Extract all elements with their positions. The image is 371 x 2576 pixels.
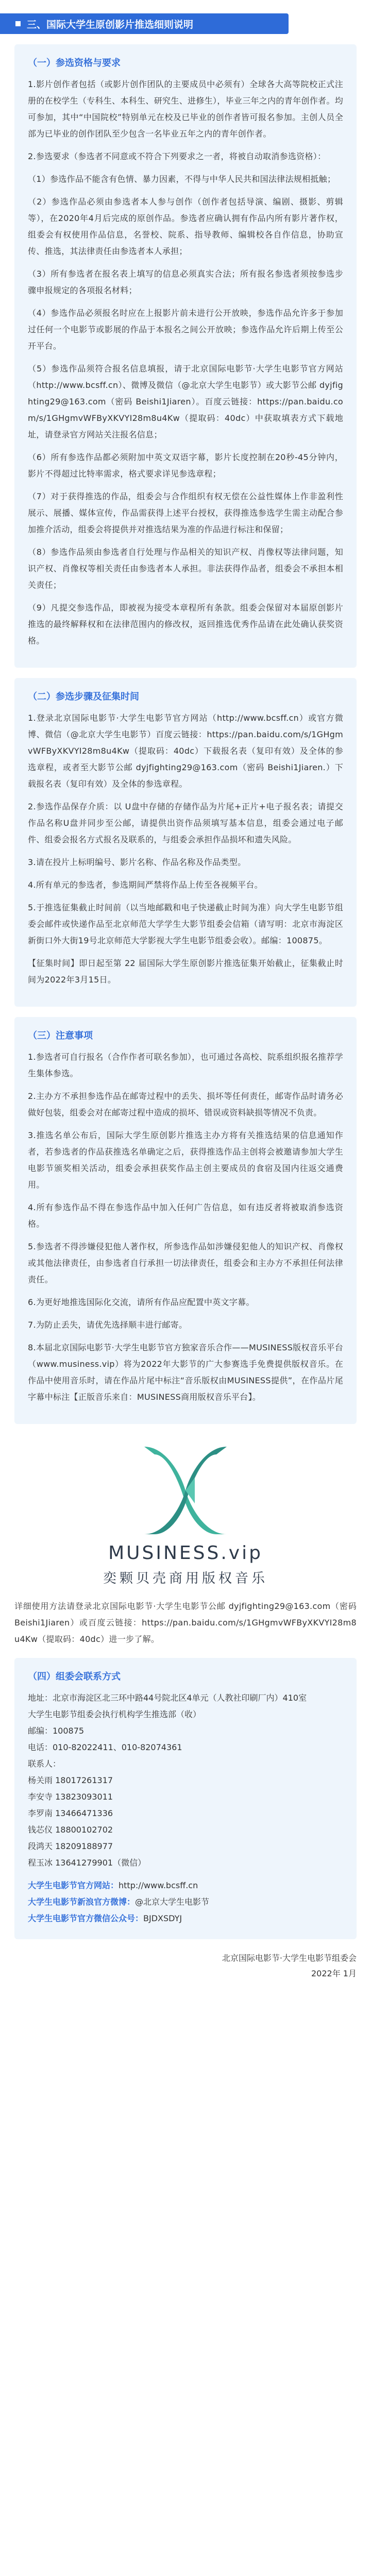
paragraph: 2.参选要求（参选者不同意或不符合下列要求之一者，将被自动取消参选资格）： xyxy=(28,151,326,161)
paragraph: 8.本届北京国际电影节·大学生电影节官方独家音乐合作——MUSINESS版权音乐平台（www.musiness.vip）将为2022年大影节的广大参赛选手免费提供版权音乐。在作品中使用音乐时，请在作品片尾中标注“音乐版权由MUSINESS提供”，在作品片尾字幕中标注【正版音乐来自：MUSINESS商用版权音乐平台】。 xyxy=(28,1343,343,1402)
site-value-link[interactable]: http://www.bcsff.cn xyxy=(119,1880,198,1890)
contact-line: 地址：北京市海淀区北三环中路44号院北区4单元（人教社印刷厂内）410室 xyxy=(28,1693,307,1703)
paragraph: （5）参选作品须符合报名信息填报，请于北京国际电影节·大学生电影节官方网站（http://www.bcsff.cn）、微博及微信（@北京大学生电影节）或大影节公邮 dyjfighting29@163.com（密码 Beishi1Jiaren）。百度云链接：https://pan.baidu.com/s/1GHgmvWFByXKVYI28m8u4Kw（提取码：40dc）中获取填表方式下载地址，请登录官方网站关注报名信息； xyxy=(28,364,343,439)
paragraph: 4.所有单元的参选者，参选期间严禁将作品上传至各视频平台。 xyxy=(28,880,263,890)
site-label: 大学生电影节官方网站： xyxy=(28,1880,119,1890)
paragraph: 1.影片创作者包括（或影片创作团队的主要成员中必须有）全球各大高等院校正式注册的在校学生（专科生、本科生、研究生、进修生），毕业三年之内的青年创作者。均可参加，其中“中国院校”特别单元在校及已毕业的创作者皆可报名参加。主创人员全部为已毕业的创作团队至少包含一名毕业五年之内的青年创作者。 xyxy=(28,79,343,139)
contact-line: 李罗南 13466471336 xyxy=(28,1808,113,1818)
paragraph: 5.参选者不得涉嫌侵犯他人著作权，所参选作品如涉嫌侵犯他人的知识产权、肖像权或其他法律责任，由参选者自行承担一切法律责任，组委会和主办方不承担任何法律责任。 xyxy=(28,1242,343,1284)
contact-line: 段鸿天 18209188977 xyxy=(28,1841,113,1851)
contact-line: 电话：010-82022411、010-82074361 xyxy=(28,1742,182,1752)
paragraph: 详细使用方法请登录北京国际电影节·大学生电影节公邮 dyjfighting29@163.com（密码 Beishi1Jiaren）或百度云链接：https://pan.baidu.com/s/1GHgmvWFByXKVYI28m8u4Kw（提取码：40dc）进一步了解。 xyxy=(14,1601,357,1644)
paragraph: （3）所有参选者在报名表上填写的信息必须真实合法；所有报名参选者须按参选步骤申报规定的各项报名材料； xyxy=(28,269,343,295)
footer-date: 2022年 1月 xyxy=(311,1969,357,1978)
paragraph: 7.为防止丢失，请优先选择顺丰进行邮寄。 xyxy=(28,1320,188,1330)
paragraph: 4.所有参选作品不得在参选作品中加入任何广告信息，如有违反者将被取消参选资格。 xyxy=(28,1202,343,1229)
collection-time: 【征集时间】即日起至第 22 届国际大学生原创影片推选征集开始截止，征集截止时间为2022年3月15日。 xyxy=(28,958,343,985)
paragraph: （6）所有参选作品都必须附加中英文双语字幕，影片长度控制在20秒-45分钟内，影片不得超过比特率需求，格式要求详见参选章程； xyxy=(28,452,343,479)
logo-brand-text: MUSINESS.vip xyxy=(108,1543,263,1564)
section-title: （四）组委会联系方式 xyxy=(28,1671,121,1682)
contact-line: 邮编：100875 xyxy=(28,1726,85,1736)
paragraph: 6.为更好地推选国际化交流，请所有作品应配置中英文字幕。 xyxy=(28,1297,255,1307)
contact-line: 杨关雨 18017261317 xyxy=(28,1775,113,1785)
paragraph: （4）参选作品必须报名时应在上报影片前未进行公开放映，参选作品允许多于参加过任何一个电影节或影展的作品于本报名之间公开放映；参选作品允许后期上传至公开平台。 xyxy=(28,308,343,351)
official-weibo xyxy=(28,1894,343,1910)
official-wechat xyxy=(28,1910,343,1927)
paragraph: （8）参选作品须由参选者自行处理与作品相关的知识产权、肖像权等法律问题，知识产权、肖像权等相关责任由参选者本人承担。非法获得作品者，组委会不承担本相关责任； xyxy=(28,547,343,590)
contact-line: 李安寺 13823093011 xyxy=(28,1792,113,1802)
paragraph: 2.参选作品保存介质：以 U盘中存储的存储作品为片尾+正片+电子报名表；请提交作品名称U盘并同步至公邮，请提供出资作品须填写基本信息，组委会通过电子邮件、组委会报名方式报名及联系的，与组委会承担作品损坏和遗失风险。 xyxy=(28,802,343,844)
paragraph: （7）对于获得推选的作品，组委会与合作组织有权无偿在公益性媒体上作非盈利性展示、展播、媒体宣传，作品需获得上述平台授权，获得推选参选学生需主动配合参加推介活动，组委会将提供并对推选结果为准的作品进行标注和保留； xyxy=(28,492,343,534)
site-label: 大学生电影节新浪官方微博： xyxy=(28,1897,136,1907)
section-notes xyxy=(14,1017,357,1424)
section-steps xyxy=(14,678,357,1007)
paragraph: （2）参选作品必须由参选者本人参与创作（创作者包括导演、编剧、摄影、剪辑等），在2020年4月后完成的原创作品。参选者应确认拥有作品内所有影片著作权，组委会有权使用作品信息，名誉校、院系、指导教师、编辑校各自作信息，协助宣传、推选，其法律责任由参选者本人承担； xyxy=(28,197,343,256)
banner-title: 三、国际大学生原创影片推选细则说明 xyxy=(27,19,194,30)
paragraph: 2.主办方不承担参选作品在邮寄过程中的丢失、损坏等任何责任，邮寄作品时请务必做好包装，组委会对在邮寄过程中造成的损坏、错误或资料缺损等情况不负责。 xyxy=(28,1091,343,1117)
paragraph: （1）参选作品不能含有色情、暴力因素，不得与中华人民共和国法律法规相抵触； xyxy=(28,174,336,184)
music-usage-note xyxy=(14,1598,357,1648)
musiness-x-logo-icon xyxy=(134,1442,237,1539)
paragraph: 5.于推选征集截止时间前（以当地邮戳和电子快递截止时间为准）向大学生电影节组委会邮件或快递作品至北京师范大学学生大影节组委会信箱（请写明：北京市海淀区新街口外大街19号北京师范大学影视大学生电影节组委会收）。邮编：100875。 xyxy=(28,903,343,945)
section-banner xyxy=(0,13,289,34)
musiness-logo xyxy=(0,1442,371,1587)
official-website xyxy=(28,1877,343,1894)
paragraph: （9）凡提交参选作品，即被视为接受本章程所有条款。组委会保留对本届原创影片推选的最终解释权和在法律范围内的修改权，返回推选优秀作品请在此处确认获奖资格。 xyxy=(28,603,343,646)
page xyxy=(0,13,371,2002)
site-value: @北京大学生电影节 xyxy=(135,1897,210,1907)
paragraph: 1.参选者可自行报名（合作作者可联名参加），也可通过各高校、院系组织报名推荐学生集体参选。 xyxy=(28,1052,343,1078)
site-value: BJDXSDYJ xyxy=(143,1913,182,1923)
section-eligibility xyxy=(14,44,357,668)
paragraph: 3.推选名单公布后，国际大学生原创影片推选主办方将有关推选结果的信息通知作者，若参选者的作品获推选名单确定之后，获得推选作品主创将会被邀请参加大学生电影节颁奖相关活动，组委会承担获奖作品主创主要成员的食宿及国内往返交通费用。 xyxy=(28,1130,343,1190)
section-title: （二）参选步骤及征集时间 xyxy=(28,691,139,702)
section-title: （一）参选资格与要求 xyxy=(28,58,121,69)
paragraph: 3.请在投片上标明编号、影片名称、作品名称及作品类型。 xyxy=(28,857,246,867)
logo-subtitle: 奕颗贝壳商用版权音乐 xyxy=(103,1571,268,1586)
banner-square-icon xyxy=(15,21,21,26)
contact-line: 钱芯仪 18800102702 xyxy=(28,1825,113,1835)
contact-line: 大学生电影节组委会执行机构学生推选部（收） xyxy=(28,1709,201,1719)
section-contact xyxy=(14,1658,357,1939)
contact-line: 程玉冰 13641279901（微信） xyxy=(28,1858,146,1868)
contact-line: 联系人： xyxy=(28,1759,61,1769)
footer xyxy=(14,1951,357,1981)
paragraph: 1.登录北京国际电影节·大学生电影节官方网站（http://www.bcsff.cn）或官方微博、微信（@北京大学生电影节）百度云链接：https://pan.baidu.com/s/1GHgmvWFByXKVYI28m8u4Kw（提取码：40dc）下载报名表（复印有效）及全体的参选章程，或者至大影节公邮 dyjfighting29@163.com（密码 Beishi1Jiaren.）下载报名表（复印有效）及全体的参选章程。 xyxy=(28,713,343,789)
footer-org: 北京国际电影节·大学生电影节组委会 xyxy=(222,1953,357,1963)
site-label: 大学生电影节官方微信公众号： xyxy=(28,1913,144,1923)
section-title: （三）注意事项 xyxy=(28,1030,93,1041)
